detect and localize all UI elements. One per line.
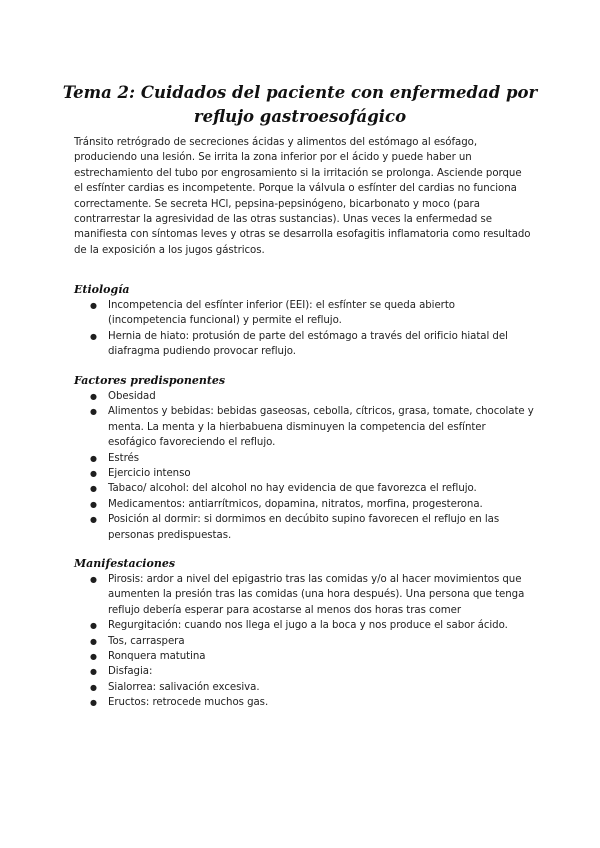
list-item	[74, 298, 534, 329]
page-title: Tema 2: Cuidados del paciente con enfermedad por reflujo gastroesofágico	[62, 83, 538, 127]
list-item	[74, 404, 534, 450]
list-item-text: Posición al dormir: si dormimos en decúbito supino favorecen el reflujo en las personas predispuestas.	[108, 514, 500, 541]
list-item-text: Hernia de hiato: protusión de parte del estómago a través del orificio hiatal del diafragma pudiendo provocar reflujo.	[108, 330, 508, 358]
list-item-text: Tos, carraspera	[108, 635, 185, 647]
bullet-icon: ●	[90, 575, 97, 584]
section-manifestaciones	[74, 556, 534, 711]
bullet-icon: ●	[90, 515, 97, 525]
list-item	[74, 512, 534, 543]
list-item	[74, 649, 534, 664]
bullet-icon: ●	[90, 636, 97, 646]
list-item-text: Ejercicio intenso	[108, 468, 191, 480]
bullet-icon: ●	[90, 499, 97, 509]
list-item-text: Obesidad	[108, 391, 156, 402]
bullet-list	[74, 298, 534, 360]
list-item-text: Alimentos y bebidas: bebidas gaseosas, cebolla, cítricos, grasa, tomate, chocolate y menta. La menta y la hierbabuena disminuyen la competencia del esfínter esofágico favoreciendo el reflujo.	[108, 406, 534, 449]
bullet-icon: ●	[90, 682, 97, 692]
bullet-icon: ●	[90, 698, 97, 708]
list-item	[74, 572, 534, 618]
bullet-icon: ●	[90, 392, 97, 401]
list-item-text: Estrés	[108, 452, 139, 464]
section-etiologia	[74, 282, 534, 360]
section-heading: Factores predisponentes	[74, 374, 226, 387]
bullet-icon: ●	[90, 652, 97, 662]
list-item	[74, 497, 534, 512]
list-item-text: Tabaco/ alcohol: del alcohol no hay evidencia de que favorezca el reflujo.	[108, 483, 477, 495]
list-item-text: Ronquera matutina	[108, 651, 206, 663]
bullet-icon: ●	[90, 621, 97, 631]
bullet-icon: ●	[90, 469, 97, 479]
bullet-list	[74, 389, 534, 543]
bullet-icon: ●	[90, 484, 97, 494]
list-item-text: Sialorrea: salivación excesiva.	[108, 681, 260, 693]
bullet-icon: ●	[90, 301, 97, 310]
list-item	[74, 695, 534, 710]
bullet-icon: ●	[90, 453, 97, 463]
list-item-text: Disfagia:	[108, 666, 153, 678]
list-item-text: Medicamentos: antiarrítmicos, dopamina, nitratos, morfina, progesterona.	[108, 498, 483, 510]
list-item	[74, 664, 534, 679]
list-item-text: Pirosis: ardor a nivel del epigastrio tras las comidas y/o al hacer movimientos que aumenten la presión tras las comidas (una hora después). Una persona que tenga reflujo debería esperar para acostarse al menos dos horas tras comer	[108, 574, 525, 616]
list-item	[74, 329, 534, 360]
list-item	[74, 634, 534, 649]
bullet-icon: ●	[90, 331, 97, 341]
bullet-icon: ●	[90, 407, 97, 417]
section-heading: Etiología	[74, 283, 130, 296]
list-item-text: Eructos: retrocede muchos gas.	[108, 697, 269, 709]
intro-paragraph: Tránsito retrógrado de secreciones ácidas y alimentos del estómago al esófago, produciendo una lesión. Se irrita la zona inferior por el ácido y puede haber un estrechamiento del tubo por engrosamiento si la irritación se prolonga. Asciende porque el esfínter cardias es incompetente. Porque la válvula o esfínter del cardias no funciona correctamente. Se secreta HCl, pepsina-pepsinógeno, bicarbonato y moco (para contrarrestar la agresividad de las otras sustancias). Unas veces la enfermedad se manifiesta con síntomas leves y otras se desarrolla esofagitis inflamatoria como resultado de la exposición a los jugos gástricos.	[74, 137, 531, 256]
list-item	[74, 680, 534, 695]
list-item	[74, 451, 534, 466]
list-item-text: Incompetencia del esfínter inferior (EEI): el esfínter se queda abierto (incompetencia funcional) y permite el reflujo.	[108, 300, 455, 327]
list-item	[74, 389, 534, 404]
list-item	[74, 481, 534, 496]
bullet-list	[74, 572, 534, 711]
list-item-text: Regurgitación: cuando nos llega el jugo a la boca y nos produce el sabor ácido.	[108, 620, 508, 632]
list-item	[74, 466, 534, 481]
section-heading: Manifestaciones	[74, 557, 176, 570]
bullet-icon: ●	[90, 667, 97, 677]
section-factores-predisponentes	[74, 373, 534, 543]
list-item	[74, 618, 534, 633]
